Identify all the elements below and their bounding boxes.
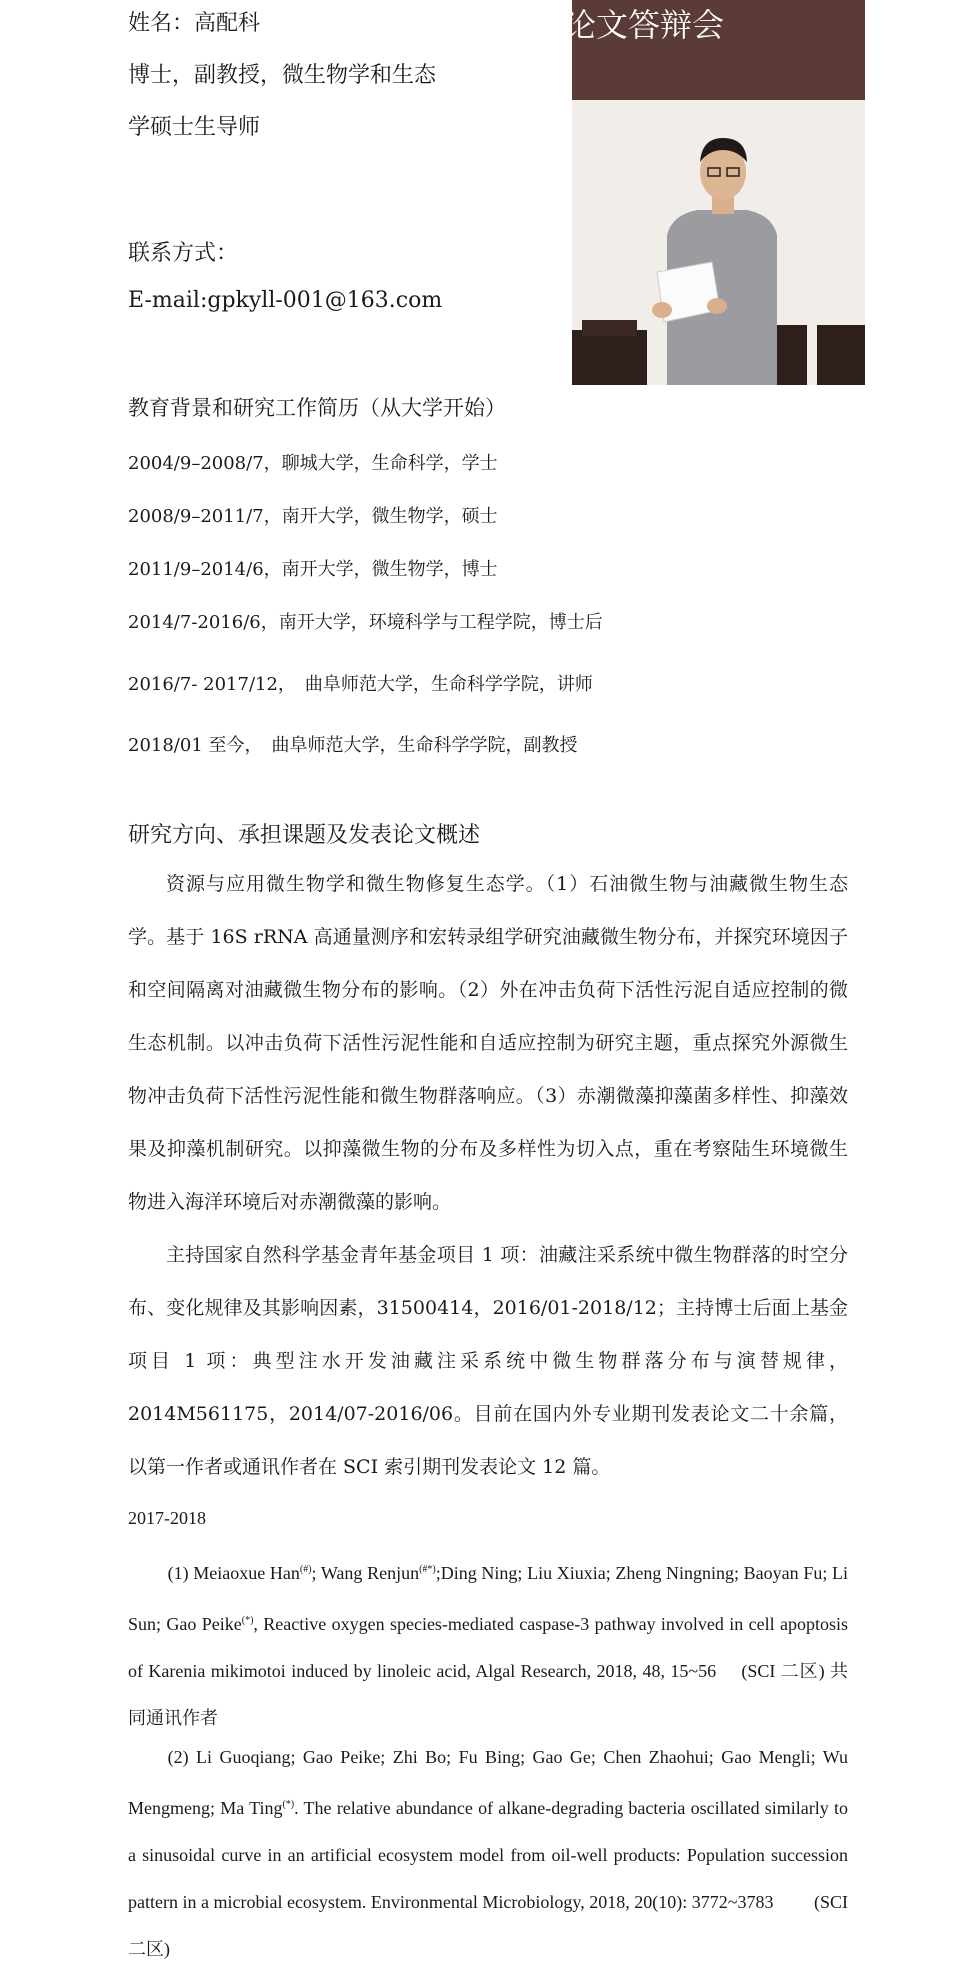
publication-year-heading: 2017-2018 xyxy=(128,1508,206,1528)
ref-text: . The relative abundance of alkane-degrading bacteria oscillated similarly to a sinusoidal curve in an artificial ecosystem model from oil-well products: Population succession pattern in a microbial ecosystem. Environmental Microbiology, 2018, 20(10): 3772~3783 xyxy=(128,1798,848,1912)
profile-title: 博士，副教授，微生物学和生态 xyxy=(128,63,437,88)
funding-paragraph: 主持国家自然科学基金青年基金项目 1 项：油藏注采系统中微生物群落的时空分布、变化规律及其影响因素，31500414，2016/01-2018/12；主持博士后面上基金项目 1 项：典型注水开发油藏注采系统中微生物群落分布与演替规律，2014M561175，2014/07-2016/06。目前在国内外专业期刊发表论文二十余篇，以第一作者或通讯作者在 SCI 索引期刊发表论文 12 篇。 xyxy=(128,1244,848,1478)
education-item: 2004/9–2008/7，聊城大学，生命科学，学士 xyxy=(128,453,498,474)
ref-number: (2) xyxy=(167,1747,197,1767)
ref-number: (1) xyxy=(167,1563,194,1583)
ref-mark: (*) xyxy=(241,1615,254,1626)
ref-author: Li Guoqiang; Gao Peike; Zhi Bo; Fu Bing; Gao Ge; Chen Zhaohui; Gao Mengli; Wu Mengmeng; Ma Ting xyxy=(128,1747,849,1818)
education-item: 2011/9–2014/6，南开大学，微生物学，博士 xyxy=(128,559,498,580)
email-text: E-mail:gpkyll-001@163.com xyxy=(128,288,443,313)
education-item: 2018/01 至今， 曲阜师范大学，生命科学学院，副教授 xyxy=(128,735,578,756)
profile-photo xyxy=(532,0,865,385)
ref-tag: (SCI 二区) 共同通讯作者 xyxy=(128,1661,848,1728)
ref-mark: (#*) xyxy=(419,1564,436,1575)
publication-item xyxy=(128,1546,848,1742)
ref-text: , Reactive oxygen species-mediated caspase-3 pathway involved in cell apoptosis of Karenia mikimotoi induced by linoleic acid, Algal Research, 2018, 48, 15~56 xyxy=(128,1614,849,1681)
ref-mark: (*) xyxy=(282,1799,295,1810)
ref-author: Meiaoxue Han xyxy=(193,1563,300,1583)
education-item: 2016/7- 2017/12， 曲阜师范大学，生命科学学院，讲师 xyxy=(128,674,593,695)
ref-mark: (#) xyxy=(299,1564,312,1575)
profile-title-cont: 学硕士生导师 xyxy=(128,115,261,140)
ref-author: ;Ding Ning; Liu Xiuxia; Zheng Ningning; Baoyan Fu; Li Sun; Gao Peike xyxy=(128,1563,848,1634)
profile-name: 姓名：高配科 xyxy=(128,11,261,36)
photo-banner-text: 位论文答辩会 xyxy=(532,6,725,44)
ref-author: ; Wang Renjun xyxy=(311,1563,420,1583)
publication-item xyxy=(128,1734,848,1973)
education-item: 2008/9–2011/7，南开大学，微生物学，硕士 xyxy=(128,506,498,527)
research-heading: 研究方向、承担课题及发表论文概述 xyxy=(128,823,481,848)
education-item: 2014/7-2016/6，南开大学，环境科学与工程学院，博士后 xyxy=(128,612,603,633)
education-heading: 教育背景和研究工作简历（从大学开始） xyxy=(128,396,506,420)
ref-tag: (SCI 二区) xyxy=(128,1892,848,1959)
research-paragraph: 资源与应用微生物学和微生物修复生态学。（1）石油微生物与油藏微生物生态学。基于 16S rRNA 高通量测序和宏转录组学研究油藏微生物分布，并探究环境因子和空间隔离对油藏微生物分布的影响。（2）外在冲击负荷下活性污泥自适应控制的微生态机制。以冲击负荷下活性污泥性能和自适应控制为研究主题，重点探究外源微生物冲击负荷下活性污泥性能和微生物群落响应。（3）赤潮微藻抑藻菌多样性、抑藻效果及抑藻机制研究。以抑藻微生物的分布及多样性为切入点，重在考察陆生环境微生物进入海洋环境后对赤潮微藻的影响。 xyxy=(128,873,848,1213)
contact-label: 联系方式： xyxy=(128,241,239,266)
